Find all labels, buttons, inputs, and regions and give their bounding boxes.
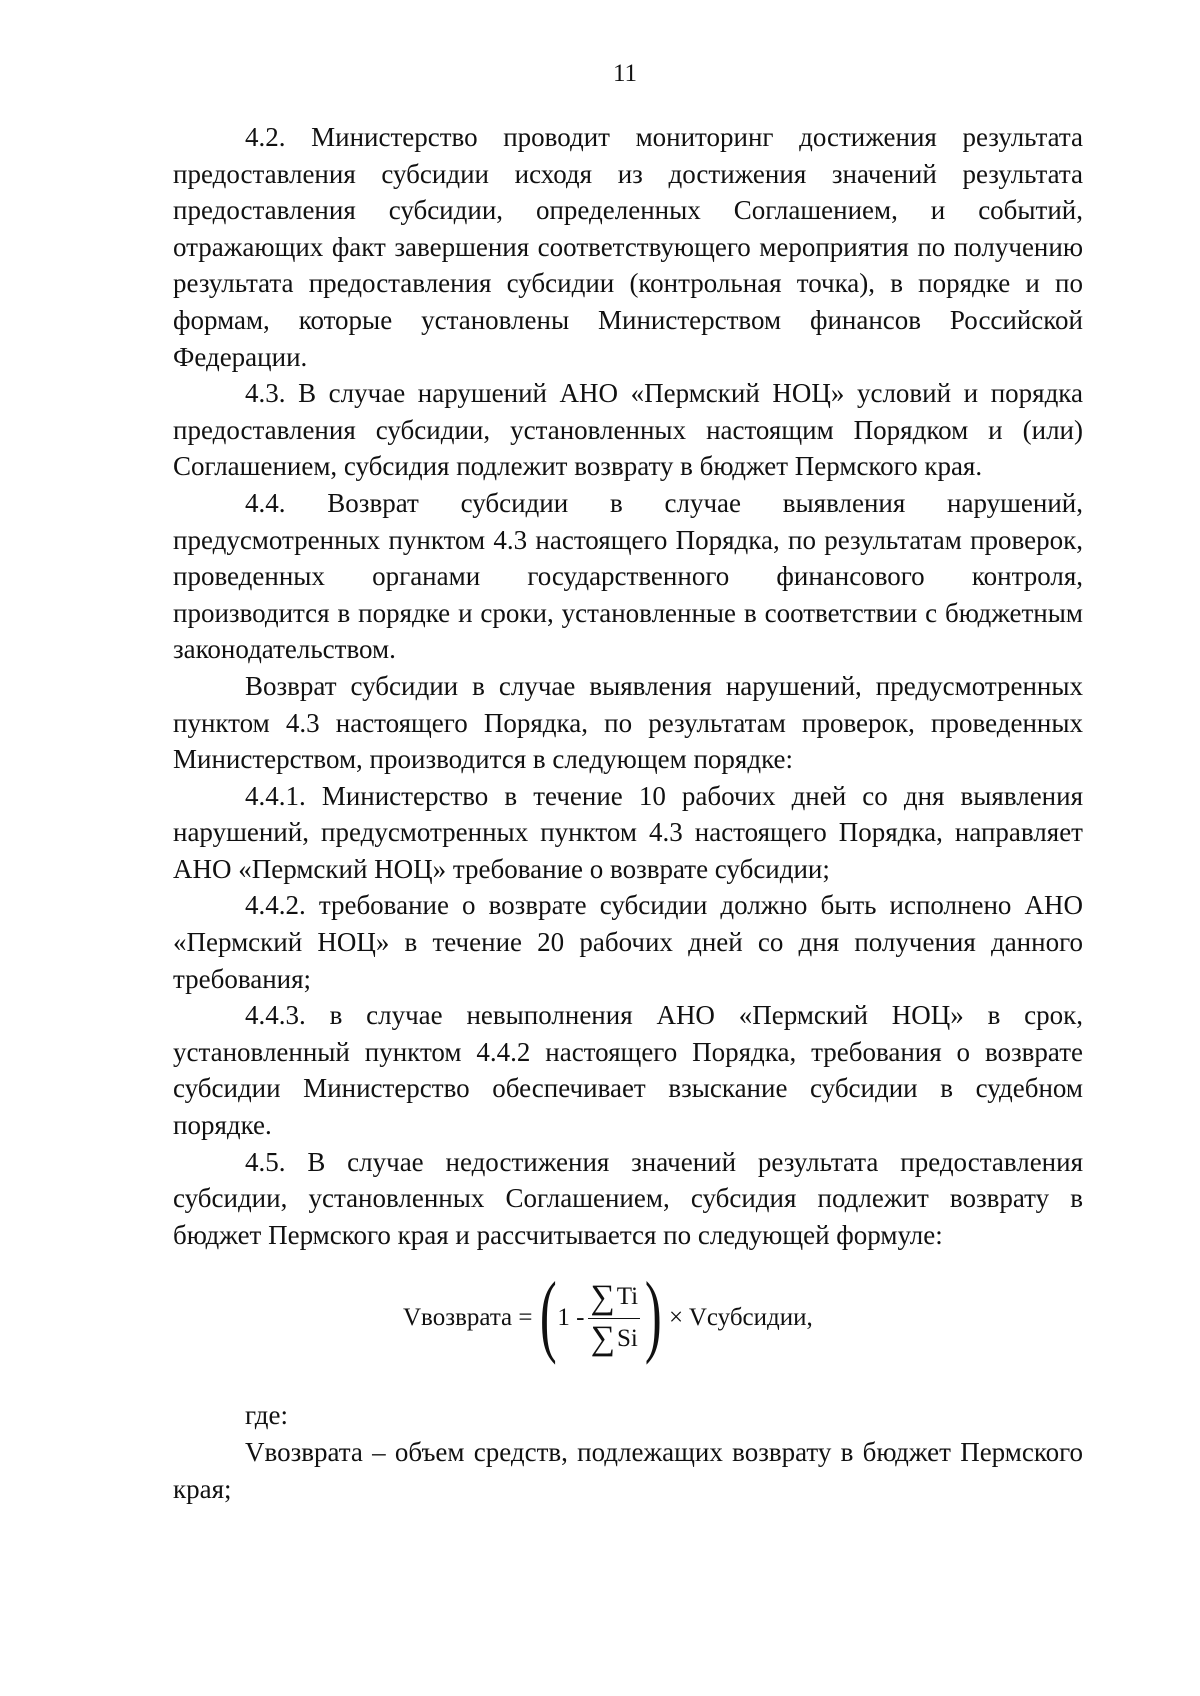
formula-numerator	[588, 1279, 640, 1319]
formula-one-minus: 1 -	[557, 1304, 585, 1332]
paragraph-4-4-intro: Возврат субсидии в случае выявления нарушений, предусмотренных пунктом 4.3 настоящего Порядка, по результатам проверок, проведенных Министерством, производится в следующем порядке:	[173, 670, 1083, 775]
sum-symbol: ∑	[590, 1278, 615, 1316]
formula-paren-close: )	[644, 1263, 662, 1366]
formula-denominator	[589, 1319, 640, 1358]
paragraph-4-4-3: 4.4.3. в случае невыполнения АНО «Пермский НОЦ» в срок, установленный пунктом 4.4.2 настоящего Порядка, требования о возврате субсидии Министерство обеспечивает взыскание субсидии в судебном порядке.	[173, 1000, 1083, 1141]
paragraph-4-2: 4.2. Министерство проводит мониторинг достижения результата предоставления субсидии исходя из достижения значений результата предоставления субсидии, определенных Соглашением, и событий, отражающих факт завершения соответствующего мероприятия по получению результата предоставления субсидии (контрольная точка), в порядке и по формам, которые установлены Министерством финансов Российской Федерации.	[173, 122, 1083, 372]
formula-paren-open: (	[539, 1263, 557, 1366]
formula-fraction	[588, 1279, 640, 1357]
paragraph-4-3: 4.3. В случае нарушений АНО «Пермский НОЦ» условий и порядка предоставления субсидии, установленных настоящим Порядком и (или) Соглашением, субсидия подлежит возврату в бюджет Пермского края.	[173, 378, 1083, 482]
page-number: 11	[612, 60, 638, 87]
document-body	[173, 119, 1083, 1507]
formula-denominator-text: Si	[616, 1324, 638, 1352]
refund-formula	[173, 1263, 1083, 1373]
paragraph-4-5: 4.5. В случае недостижения значений результата предоставления субсидии, установленных Соглашением, субсидия подлежит возврату в бюджет Пермского края и рассчитывается по следующей формуле:	[173, 1146, 1083, 1250]
paragraph-4-4-1: 4.4.1. Министерство в течение 10 рабочих дней со дня выявления нарушений, предусмотренных пунктом 4.3 настоящего Порядка, направляет АНО «Пермский НОЦ» требование о возврате субсидии;	[173, 780, 1083, 884]
sum-symbol: ∑	[590, 1320, 615, 1358]
formula-rhs: × Vсубсидии,	[668, 1304, 813, 1332]
paragraph-where: где:	[245, 1400, 288, 1431]
formula-numerator-text: Ti	[616, 1283, 639, 1311]
paragraph-4-4: 4.4. Возврат субсидии в случае выявления нарушений, предусмотренных пунктом 4.3 настоящего Порядка, по результатам проверок, проведенных органами государственного финансового контроля, производится в порядке и сроки, установленные в соответствии с бюджетным законодательством.	[173, 487, 1083, 665]
paragraph-4-4-2: 4.4.2. требование о возврате субсидии должно быть исполнено АНО «Пермский НОЦ» в течение 20 рабочих дней со дня получения данного требования;	[173, 890, 1083, 994]
formula-lhs: Vвозврата =	[403, 1304, 533, 1332]
paragraph-vreturn-definition: Vвозврата – объем средств, подлежащих возврату в бюджет Пермского края;	[173, 1437, 1083, 1504]
